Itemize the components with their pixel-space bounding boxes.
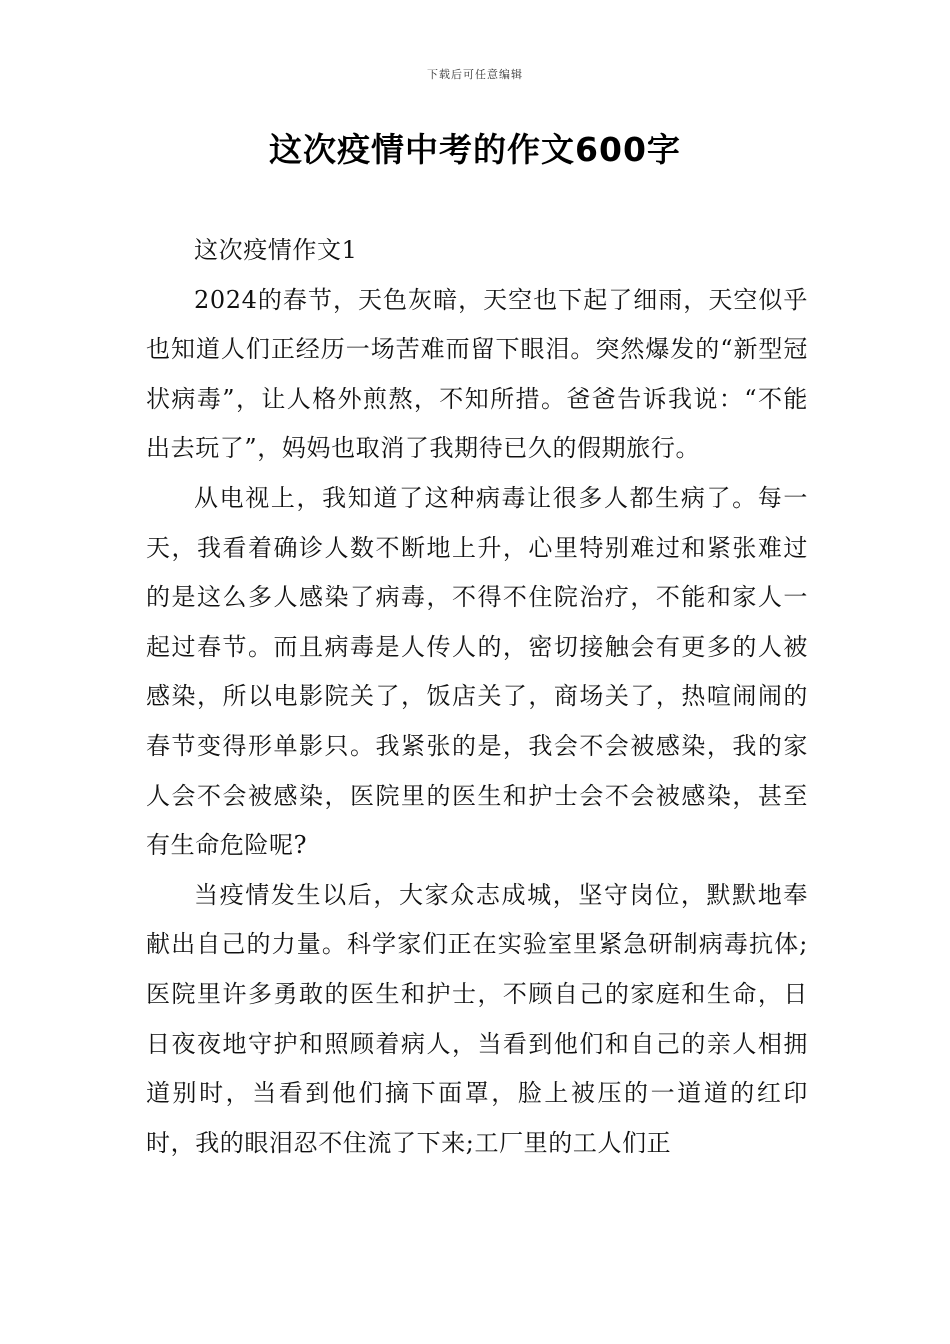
paragraph-2: 从电视上，我知道了这种病毒让很多人都生病了。每一天，我看着确诊人数不断地上升，心里特别难过和紧张难过的是这么多人感染了病毒，不得不住院治疗，不能和家人一起过春节。而且病毒是人传人的，密切接触会有更多的人被感染，所以电影院关了，饭店关了，商场关了，热喧闹闹的春节变得形单影只。我紧张的是，我会不会被感染，我的家人会不会被感染，医院里的医生和护士会不会被感染，甚至有生命危险呢? xyxy=(146,483,808,860)
document-body xyxy=(146,226,808,1168)
header-note: 下载后可任意编辑 xyxy=(427,68,523,81)
section-heading: 这次疫情作文1 xyxy=(194,236,358,264)
paragraph-3: 当疫情发生以后，大家众志成城，坚守岗位，默默地奉献出自己的力量。科学家们正在实验室里紧急研制病毒抗体;医院里许多勇敢的医生和护士，不顾自己的家庭和生命，日日夜夜地守护和照顾着病人，当看到他们和自己的亲人相拥道别时，当看到他们摘下面罩，脸上被压的一道道的红印时，我的眼泪忍不住流了下来;工厂里的工人们正 xyxy=(146,880,808,1157)
paragraph-1: 2024的春节，天色灰暗，天空也下起了细雨，天空似乎也知道人们正经历一场苦难而留下眼泪。突然爆发的“新型冠状病毒”，让人格外煎熬，不知所措。爸爸告诉我说：“不能出去玩了”，妈妈也取消了我期待已久的假期旅行。 xyxy=(146,285,808,463)
document-title: 这次疫情中考的作文600字 xyxy=(269,130,681,169)
